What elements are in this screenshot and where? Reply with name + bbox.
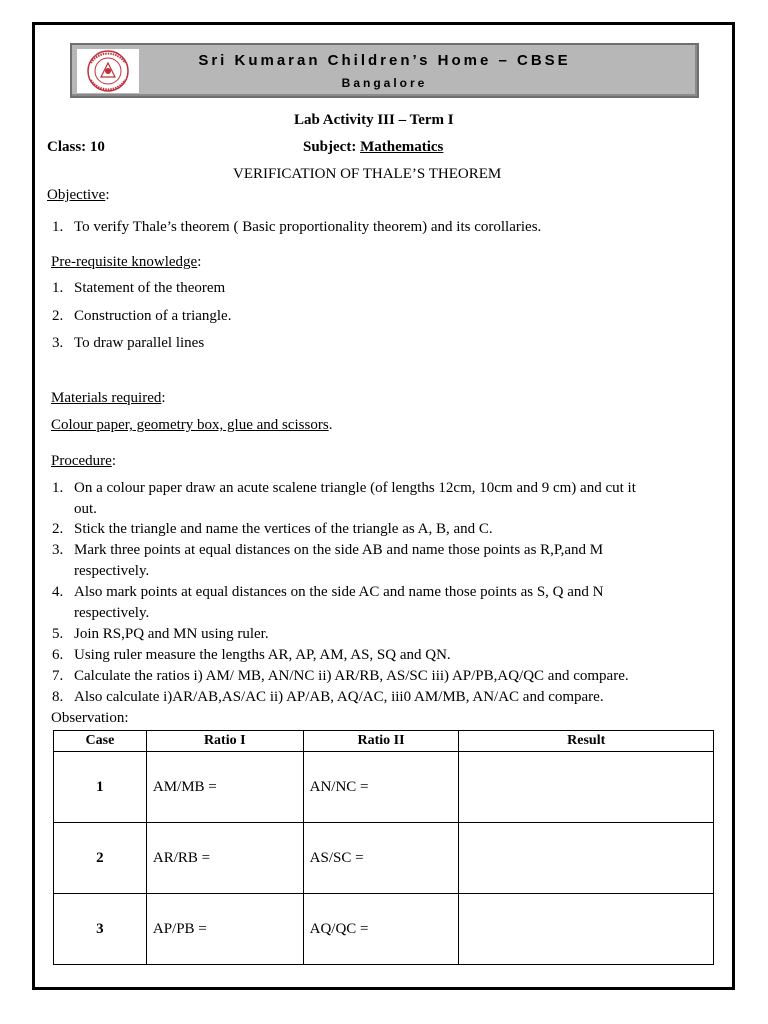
objective-item: To verify Thale’s theorem ( Basic proportionality theorem) and its corollaries. (74, 219, 542, 235)
table-row (54, 894, 714, 965)
materials-text: Colour paper, geometry box, glue and scissors. (51, 417, 333, 433)
column-header: Ratio I (146, 731, 303, 752)
school-header (70, 43, 699, 98)
ratio2-cell: AQ/QC = (303, 894, 459, 965)
main-title: VERIFICATION OF THALE’S THEOREM (233, 166, 502, 182)
column-header: Ratio II (303, 731, 459, 752)
table-header-row (54, 731, 714, 752)
procedure-item: Also mark points at equal distances on the side AC and name those points as S, Q and N (74, 584, 604, 600)
procedure-item-cont: out. (74, 501, 97, 517)
subject-label: Subject: (303, 139, 357, 155)
subject-line (303, 138, 443, 156)
procedure-item: Mark three points at equal distances on the side AB and name those points as R,P,and M (74, 542, 604, 558)
result-cell[interactable] (459, 894, 714, 965)
table-row (54, 752, 714, 823)
ratio1-cell: AR/RB = (146, 823, 303, 894)
objective-heading: Objective: (47, 187, 110, 203)
class-label: Class: 10 (47, 139, 105, 155)
prerequisite-item: Statement of the theorem (74, 280, 226, 296)
materials-heading: Materials required: (51, 390, 166, 406)
procedure-item: Using ruler measure the lengths AR, AP, AM, AS, SQ and QN. (74, 647, 451, 663)
school-city: Bangalore (341, 76, 428, 90)
procedure-item-cont: respectively. (74, 563, 150, 579)
subject-value: Mathematics (360, 139, 444, 155)
case-cell: 2 (54, 823, 147, 894)
column-header: Case (54, 731, 147, 752)
table-row (54, 823, 714, 894)
procedure-item: Stick the triangle and name the vertices of the triangle as A, B, and C. (74, 521, 493, 537)
school-name: Sri Kumaran Children’s Home – CBSE (198, 52, 571, 69)
procedure-item: Calculate the ratios i) AM/ MB, AN/NC ii) AR/RB, AS/SC iii) AP/PB,AQ/QC and compare. (74, 668, 629, 684)
ratio2-cell: AS/SC = (303, 823, 459, 894)
result-cell[interactable] (459, 823, 714, 894)
case-cell: 1 (54, 752, 147, 823)
procedure-item-cont: respectively. (74, 605, 150, 621)
result-cell[interactable] (459, 752, 714, 823)
ratio2-cell: AN/NC = (303, 752, 459, 823)
prerequisite-item: Construction of a triangle. (74, 308, 232, 324)
procedure-heading: Procedure: (51, 453, 116, 469)
prerequisite-heading: Pre-requisite knowledge: (51, 254, 202, 270)
activity-title: Lab Activity III – Term I (294, 112, 454, 128)
procedure-item: On a colour paper draw an acute scalene triangle (of lengths 12cm, 10cm and 9 cm) and cut it (74, 480, 636, 496)
observation-table (53, 730, 714, 965)
ratio1-cell: AP/PB = (146, 894, 303, 965)
case-cell: 3 (54, 894, 147, 965)
observation-label: Observation: (51, 710, 129, 726)
ratio1-cell: AM/MB = (146, 752, 303, 823)
procedure-item: Join RS,PQ and MN using ruler. (74, 626, 269, 642)
column-header: Result (459, 731, 714, 752)
prerequisite-item: To draw parallel lines (74, 335, 205, 351)
procedure-item: Also calculate i)AR/AB,AS/AC ii) AP/AB, AQ/AC, iii0 AM/MB, AN/AC and compare. (74, 689, 604, 705)
